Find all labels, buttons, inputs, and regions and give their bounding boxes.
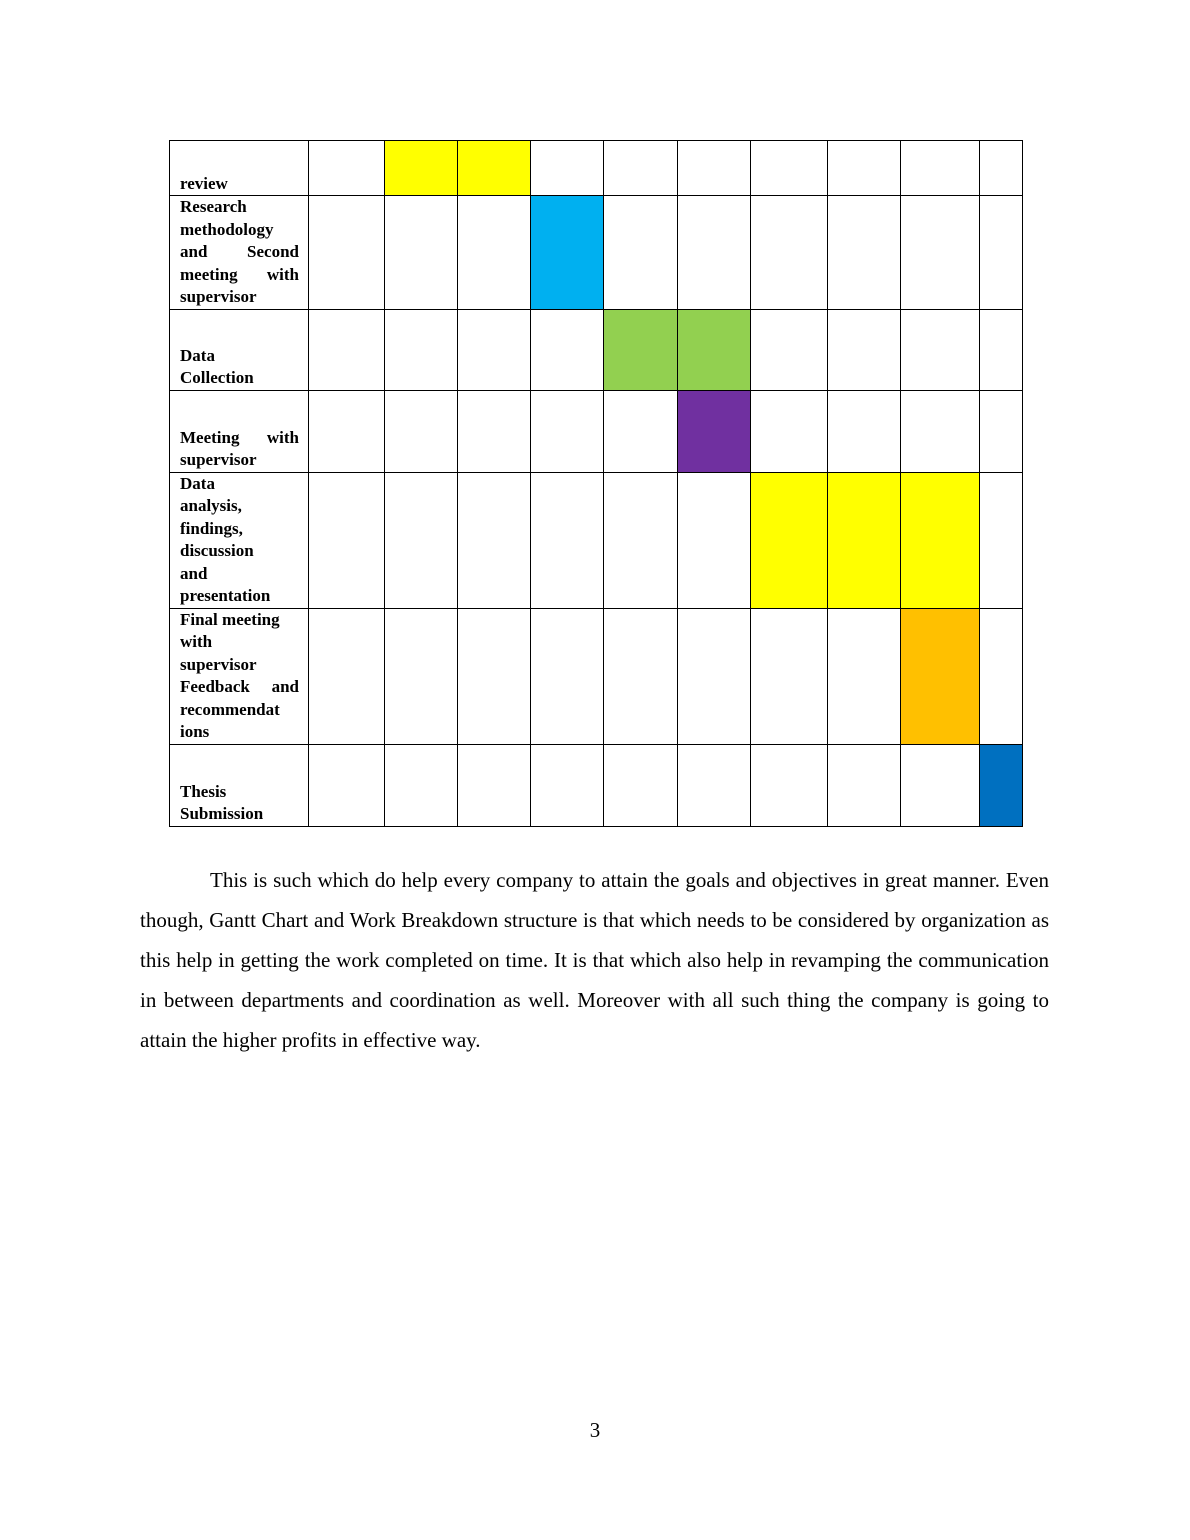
period-cell — [901, 196, 980, 310]
period-cell — [309, 608, 385, 744]
gantt-row-review — [170, 141, 1023, 196]
period-cell — [531, 141, 604, 196]
period-cell — [828, 196, 901, 310]
task-label: Data Collection — [170, 309, 309, 390]
period-cell — [531, 309, 604, 390]
period-cell — [458, 309, 531, 390]
period-cell — [604, 608, 678, 744]
period-cell — [828, 744, 901, 826]
gantt-row-data-analysis — [170, 472, 1023, 608]
gantt-bar-cell — [531, 196, 604, 310]
gantt-bar-cell — [678, 309, 751, 390]
period-cell — [309, 196, 385, 310]
period-cell — [458, 390, 531, 472]
period-cell — [531, 744, 604, 826]
gantt-bar-cell — [604, 309, 678, 390]
period-cell — [751, 141, 828, 196]
period-cell — [309, 472, 385, 608]
page-number: 3 — [589, 1418, 601, 1442]
gantt-bar-cell — [901, 472, 980, 608]
gantt-bar-cell — [678, 390, 751, 472]
period-cell — [309, 309, 385, 390]
period-cell — [980, 390, 1023, 472]
period-cell — [458, 196, 531, 310]
gantt-row-meeting-with-supervisor — [170, 390, 1023, 472]
body-paragraph: This is such which do help every company to attain the goals and objectives in great manner. Even though, Gantt Chart and Work Breakdown structure is that which needs to be considered by organization as this help in getting the work completed on time. It is that which also help in revamping the communication in between departments and coordination as well. Moreover with all such thing the company is going to attain the higher profits in effective way. — [140, 868, 1049, 1052]
gantt-bar-cell — [980, 744, 1023, 826]
period-cell — [901, 390, 980, 472]
gantt-bar-cell — [458, 141, 531, 196]
period-cell — [385, 390, 458, 472]
period-cell — [901, 141, 980, 196]
period-cell — [901, 309, 980, 390]
period-cell — [751, 390, 828, 472]
period-cell — [751, 196, 828, 310]
period-cell — [901, 744, 980, 826]
period-cell — [531, 472, 604, 608]
gantt-row-thesis-submission — [170, 744, 1023, 826]
period-cell — [828, 141, 901, 196]
period-cell — [458, 472, 531, 608]
period-cell — [531, 608, 604, 744]
task-label: Data analysis, findings, discussion and presentation — [170, 472, 309, 608]
period-cell — [604, 390, 678, 472]
period-cell — [531, 390, 604, 472]
period-cell — [678, 141, 751, 196]
gantt-row-research-methodology — [170, 196, 1023, 310]
period-cell — [678, 472, 751, 608]
gantt-chart-table — [169, 140, 1023, 827]
task-label: Meeting with supervisor — [170, 390, 309, 472]
period-cell — [604, 141, 678, 196]
period-cell — [828, 608, 901, 744]
period-cell — [678, 196, 751, 310]
gantt-row-data-collection — [170, 309, 1023, 390]
period-cell — [385, 309, 458, 390]
task-label: Final meeting with supervisor Feedback and recommendat ions — [170, 608, 309, 744]
gantt-chart-body — [170, 141, 1023, 827]
gantt-bar-cell — [751, 472, 828, 608]
period-cell — [385, 196, 458, 310]
period-cell — [980, 141, 1023, 196]
period-cell — [458, 744, 531, 826]
gantt-bar-cell — [828, 472, 901, 608]
period-cell — [828, 309, 901, 390]
period-cell — [678, 608, 751, 744]
period-cell — [309, 141, 385, 196]
period-cell — [309, 744, 385, 826]
period-cell — [604, 744, 678, 826]
task-label: Research methodology and Second meeting with supervisor — [170, 196, 309, 310]
period-cell — [385, 744, 458, 826]
period-cell — [980, 309, 1023, 390]
period-cell — [385, 608, 458, 744]
period-cell — [751, 608, 828, 744]
task-label: review — [170, 141, 309, 196]
period-cell — [309, 390, 385, 472]
period-cell — [678, 744, 751, 826]
period-cell — [980, 608, 1023, 744]
task-label: Thesis Submission — [170, 744, 309, 826]
period-cell — [385, 472, 458, 608]
period-cell — [751, 309, 828, 390]
period-cell — [604, 472, 678, 608]
period-cell — [458, 608, 531, 744]
period-cell — [604, 196, 678, 310]
period-cell — [980, 196, 1023, 310]
gantt-bar-cell — [385, 141, 458, 196]
period-cell — [980, 472, 1023, 608]
gantt-bar-cell — [901, 608, 980, 744]
period-cell — [828, 390, 901, 472]
gantt-row-final-meeting — [170, 608, 1023, 744]
period-cell — [751, 744, 828, 826]
